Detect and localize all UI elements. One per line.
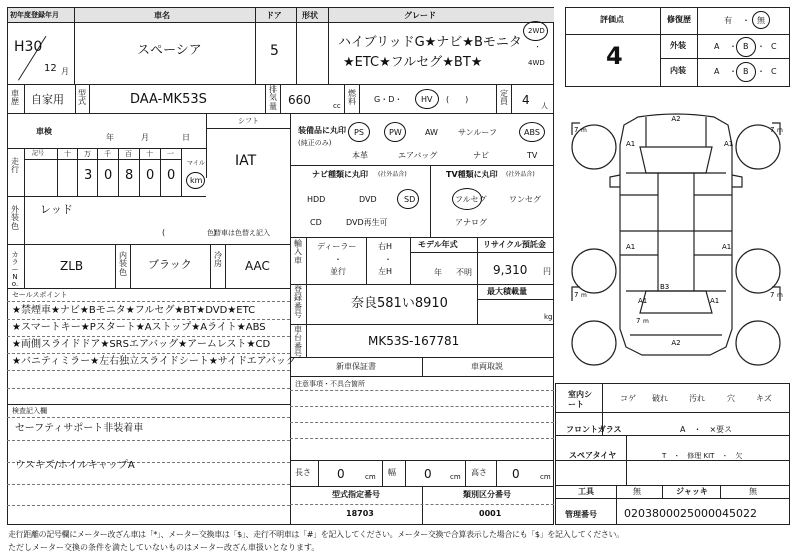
category-no-label: 類別区分番号 [463, 490, 511, 499]
mileage-unit-1: 万 [84, 150, 91, 158]
navi-cd: CD [310, 218, 322, 227]
color-label: 外装色 [11, 205, 19, 231]
equip-pw: PW [389, 128, 402, 137]
jack-label: ジャッキ [676, 487, 708, 496]
import-dealer: ディーラー [317, 242, 357, 251]
navi-dvd: DVD [359, 195, 377, 204]
score-value: 4 [606, 42, 623, 70]
bracket-fr-num: 7 [770, 126, 775, 134]
inspection-month-unit: 月 [141, 133, 149, 142]
navi-type-title: ナビ種類に丸印 [312, 170, 368, 179]
model-label: 型式 [78, 89, 86, 107]
width-label: 幅 [388, 468, 396, 477]
reg-year-label: 初年度登録年月 [10, 11, 59, 19]
mileage-unit-5: 一 [167, 150, 174, 158]
plate-value: 奈良581い8910 [351, 296, 448, 311]
diagram-label-rear-a1-l: A1 [638, 297, 648, 305]
footer-line-2: ただしメーター交換の条件を満たしていないものはメーター改ざん車扱いとなります。 [8, 543, 320, 552]
inspector-line-1: セーフティサポート非装着車 [15, 423, 144, 434]
grade-line2: ★ETC★フルセグ★BT★ [343, 55, 483, 70]
height-unit: cm [540, 473, 551, 481]
door-value: 5 [270, 43, 279, 59]
mileage-unit-0: 十 [64, 150, 71, 158]
cooling-value: AAC [245, 259, 270, 273]
displacement-unit: cc [333, 102, 341, 110]
capacity-unit: 人 [541, 102, 548, 110]
exterior-grade-c: C [771, 42, 777, 51]
seat-tear: 破れ [652, 394, 668, 403]
tv-fullseg-circle [452, 188, 482, 210]
mileage-unit-3: 百 [125, 150, 132, 158]
grade-line1: ハイブリッドG★ナビ★Bモニタ [338, 35, 522, 50]
mileage-digit-3: 0 [146, 168, 155, 183]
tv-fullseg: フルセグ [455, 195, 487, 204]
sales-point-line-3: ★両側スライドドア★SRSエアバッグ★アームレスト★CD [12, 339, 271, 350]
tv-oneseg: ワンセグ [509, 195, 541, 204]
import-label: 輸入車 [294, 239, 302, 265]
bracket-rr-num: 7 [770, 291, 775, 299]
sales-points-label: セールスポイント [12, 291, 68, 299]
color-note: 色替車は色替え記入 [207, 229, 270, 237]
bracket-rl-unit: m [581, 292, 587, 299]
diagram-label-rr: A1 [722, 243, 732, 251]
grade-label: グレード [404, 11, 436, 20]
mileage-unit-mile: マイル [187, 160, 205, 167]
reg-year-month-unit: 月 [61, 67, 69, 76]
import-sep2: ・ [384, 255, 392, 264]
navi-type-sub: (社外品含) [378, 171, 407, 178]
color-value: レッド [40, 203, 73, 216]
bracket-fr-unit: m [777, 127, 783, 134]
seat-burn: コゲ [620, 394, 636, 403]
type-designation-value: 18703 [346, 509, 374, 518]
navi-hdd: HDD [307, 195, 326, 204]
equip-abs-circle [519, 122, 545, 142]
fuel-options: G・D・ [374, 95, 403, 104]
equip-tv: TV [527, 151, 538, 160]
auction-inspection-sheet: 初年度登録年月 車名 ドア 形状 グレード H30 12 月 スペーシア 5 ハイブリッドG★ナビ★Bモニタ ★ETC★フルセグ★BT★ 2WD ・ 4WD 車歴 自家用 型式 DAA-MK53S 排気量 660 cc 燃料 G・D・ HV ( ) 定員 4 人 車検 年 月 日 シフト IAT 走行 記号 十 万 千 百 十 一 3 0 8 0 0 マイル km 外装色 レッド ( ) 色替車は色替え記入 カラーNo. ZLB 内装色 ブラック 冷房 AAC セールスポイント ★禁煙車★ナビ★Bモニタ★フルセグ★BT★DVD★ETC ★スマートキー★Pスタート★Aストップ★Aライト★ABS ★両側スライドドア★SRSエアバッグ★アームレスト★CD ★バニティミラー★左右独立スライドシート★サイドエアバック 検査記入欄 セーフティサポート非装着車 ウスキズ/ホイルキャップA 装備品に丸印 (純正のみ) PS PW AW サンルーフ ABS 本革 エアバッグ ナビ TV ナビ種類に丸印 (社外品含) HDD DVD SD CD DVD再生可 TV種類に丸印 (社外品含) フルセグ ワンセグ アナログ 輸入車 ディーラー ・ 並行 右H ・ 左H モデル年式 年 不明 リサイクル預託金 9,310 円 登録番号 奈良581い8910 最大積載量 kg 車台番号 MK53S-167781 新車保証書 車両取説 注意事項・不具合箇所 長さ 0 cm 幅 0 cm 高さ 0 cm 型式指定番号 18703 類別区分番号 0001 評価点 4 修復歴 有 ・ 無 外装 A B C ・ ・ 内装 A B C ・ ・ A2 A1 A1 A1 A1 B3 A1 A1 A2 7 m 7 m 7 m 7 m 7 m 室内シート コゲ 破れ 汚れ 穴 キズ フロントガラス A ・ ×要ス スペアタイヤ T ・ 修理 KIT ・ 欠 工具 無 ジャッキ 無 管理番号 0203800025000045022 走行距離の記号欄にメーター改ざん車は「*」、メーター交換車は「$」、走行不明車は「#」を記入してください。メーター交換で合算表示した場合にも「$」を記入してください。 ただしメーター交換の条件を満たしていないものはメーター改ざん車扱いとなります。 [0, 0, 800, 557]
shift-label: シフト [238, 117, 259, 125]
import-parallel: 並行 [330, 267, 346, 276]
inspection-day-unit: 日 [182, 133, 190, 142]
model-value: DAA-MK53S [130, 92, 207, 107]
max-load-unit: kg [544, 313, 553, 321]
fuel-paren: ( ) [446, 95, 469, 104]
mgmt-value: 0203800025000045022 [624, 507, 757, 520]
drive-sep: ・ [534, 43, 541, 51]
notes-label: 注意事項・不具合箇所 [295, 380, 365, 388]
seat-dirt: 汚れ [689, 394, 705, 403]
navi-dvd-play: DVD再生可 [346, 218, 388, 227]
bracket-rl-num: 7 [574, 291, 579, 299]
repair-yes: 有 [724, 16, 732, 25]
length-label: 長さ [295, 468, 311, 477]
height-label: 高さ [471, 468, 487, 477]
fuel-hv-circle [415, 89, 439, 109]
windshield-label: フロントガラス [566, 425, 622, 434]
tv-type-title: TV種類に丸印 [446, 170, 498, 179]
diagram-label-rear-a1-r: A1 [710, 297, 720, 305]
mileage-unit-2: 千 [104, 150, 111, 158]
diagram-label-fr: A1 [724, 140, 734, 148]
equip-ps: PS [354, 128, 364, 137]
exterior-grade-b: B [743, 42, 749, 51]
equip-ps-circle [348, 122, 370, 142]
equip-abs: ABS [524, 128, 540, 137]
reg-year-era: H30 [14, 39, 43, 55]
capacity-value: 4 [522, 93, 530, 107]
mileage-unit-4: 十 [146, 150, 153, 158]
equip-sunroof: サンルーフ [458, 128, 497, 137]
recycle-value: 9,310 [493, 263, 528, 277]
width-value: 0 [424, 467, 432, 481]
fuel-label: 燃料 [348, 89, 356, 107]
recycle-label: リサイクル預託金 [483, 240, 546, 249]
displacement-value: 660 [288, 93, 311, 107]
car-name-value: スペーシア [137, 43, 202, 58]
diagram-label-rear: A2 [671, 339, 681, 347]
mileage-digit-2: 8 [125, 168, 134, 183]
repair-history-label: 修復歴 [667, 15, 691, 24]
mileage-label: 走行 [11, 157, 19, 175]
equip-aw: AW [425, 128, 438, 137]
max-load-label: 最大積載量 [487, 287, 527, 296]
equip-navi: ナビ [473, 151, 489, 160]
interior-grade-a: A [714, 67, 720, 76]
type-designation-label: 型式指定番号 [332, 490, 380, 499]
length-value: 0 [337, 467, 345, 481]
color-paren: ( ) [162, 228, 217, 237]
category-no-value: 0001 [479, 509, 502, 518]
drive-2wd-circle [523, 21, 548, 41]
drive-2wd: 2WD [528, 27, 545, 35]
interior-label: 内装 [670, 66, 686, 75]
plate-label: 登録番号 [294, 285, 302, 320]
sales-point-line-1: ★禁煙車★ナビ★Bモニタ★フルセグ★BT★DVD★ETC [12, 305, 256, 316]
import-left: 左H [378, 267, 393, 276]
equipment-sub: (純正のみ) [298, 139, 332, 147]
cooling-label: 冷房 [214, 251, 222, 269]
equip-pw-circle [384, 122, 406, 142]
mileage-record-label: 記号 [32, 150, 45, 157]
navi-sd-circle [397, 189, 419, 209]
interior-grade-c: C [771, 67, 777, 76]
bracket-rear-num: 7 [636, 317, 641, 325]
score-label: 評価点 [600, 15, 624, 24]
interior-grade-b: B [743, 67, 749, 76]
bracket-rear-unit: m [643, 318, 649, 325]
tv-type-sub: (社外品含) [506, 171, 535, 178]
tools-label: 工具 [578, 487, 594, 496]
model-year-unknown: 不明 [456, 268, 472, 277]
usage-value: 自家用 [31, 93, 64, 106]
new-warranty-label: 新車保証書 [336, 362, 376, 371]
diagram-label-rear-left: B3 [660, 283, 670, 291]
tv-analog: アナログ [455, 218, 487, 227]
door-label: ドア [266, 11, 282, 20]
recycle-unit: 円 [543, 267, 551, 276]
mileage-digit-0: 3 [84, 168, 93, 183]
seat-scratch: キズ [756, 394, 772, 403]
repair-no: 無 [757, 16, 765, 25]
sales-point-line-2: ★スマートキー★Pスタート★Aストップ★Aライト★ABS [12, 322, 266, 333]
inspector-label: 検査記入欄 [12, 407, 47, 415]
manual-label: 車両取説 [471, 362, 503, 371]
import-right: 右H [378, 242, 393, 251]
navi-sd: SD [404, 195, 416, 204]
shape-label: 形状 [302, 11, 318, 20]
int-color-label: 内装色 [119, 251, 127, 277]
diagram-label-front: A2 [671, 115, 681, 123]
bracket-rr-unit: m [777, 292, 783, 299]
drive-4wd: 4WD [528, 59, 545, 67]
inspector-line-3: ウスキズ/ホイルキャップA [15, 460, 135, 471]
exterior-b-circle [736, 37, 756, 57]
reg-year-month: 12 [44, 63, 57, 74]
height-value: 0 [512, 467, 520, 481]
shift-value: IAT [235, 153, 257, 169]
jack-value: 無 [749, 487, 757, 496]
car-name-label: 車名 [154, 11, 170, 20]
color-no-value: ZLB [60, 259, 84, 273]
equip-leather: 本革 [352, 151, 368, 160]
seat-label: 室内シート [568, 390, 592, 409]
model-year-label: モデル年式 [418, 240, 458, 249]
seat-hole: 穴 [727, 394, 735, 403]
chassis-label: 車台番号 [294, 325, 302, 360]
int-color-value: ブラック [148, 258, 192, 271]
bracket-fl-num: 7 [574, 126, 579, 134]
spare-value: T ・ 修理 KIT ・ 欠 [662, 452, 743, 460]
fuel-selected: HV [421, 95, 433, 104]
interior-b-circle [736, 62, 756, 82]
displacement-label: 排気量 [269, 85, 277, 111]
equip-airbag: エアバッグ [398, 151, 438, 160]
usage-label: 車歴 [11, 89, 19, 107]
bracket-fl-unit: m [581, 127, 587, 134]
mileage-unit-km: km [190, 176, 203, 185]
sales-point-line-4: ★バニティミラー★左右独立スライドシート★サイドエアバック [12, 356, 296, 367]
mileage-digit-4: 0 [167, 168, 176, 183]
capacity-label: 定員 [500, 89, 508, 107]
inspection-label: 車検 [36, 127, 52, 136]
exterior-grade-a: A [714, 42, 720, 51]
exterior-label: 外装 [670, 41, 686, 50]
width-unit: cm [450, 473, 461, 481]
tools-value: 無 [633, 487, 641, 496]
diagram-label-fl: A1 [626, 140, 636, 148]
spare-label: スペアタイヤ [569, 451, 617, 460]
windshield-value: A ・ ×要ス [680, 425, 733, 434]
model-year-unit: 年 [434, 268, 442, 277]
chassis-value: MK53S-167781 [368, 334, 460, 348]
length-unit: cm [365, 473, 376, 481]
import-sep1: ・ [334, 255, 342, 264]
inspection-year-unit: 年 [106, 133, 114, 142]
repair-no-circle [752, 11, 770, 29]
equipment-title: 装備品に丸印 [298, 126, 346, 135]
repair-sep: ・ [742, 16, 750, 25]
color-no-label: カラーNo. [11, 251, 19, 289]
footer-line-1: 走行距離の記号欄にメーター改ざん車は「*」、メーター交換車は「$」、走行不明車は「#」を記入してください。メーター交換で合算表示した場合にも「$」を記入してください。 [8, 530, 624, 539]
mileage-km-circle [186, 172, 205, 189]
mgmt-label: 管理番号 [565, 510, 597, 519]
diagram-label-rl: A1 [626, 243, 636, 251]
mileage-digit-1: 0 [104, 168, 113, 183]
car-damage-diagram [560, 95, 792, 380]
